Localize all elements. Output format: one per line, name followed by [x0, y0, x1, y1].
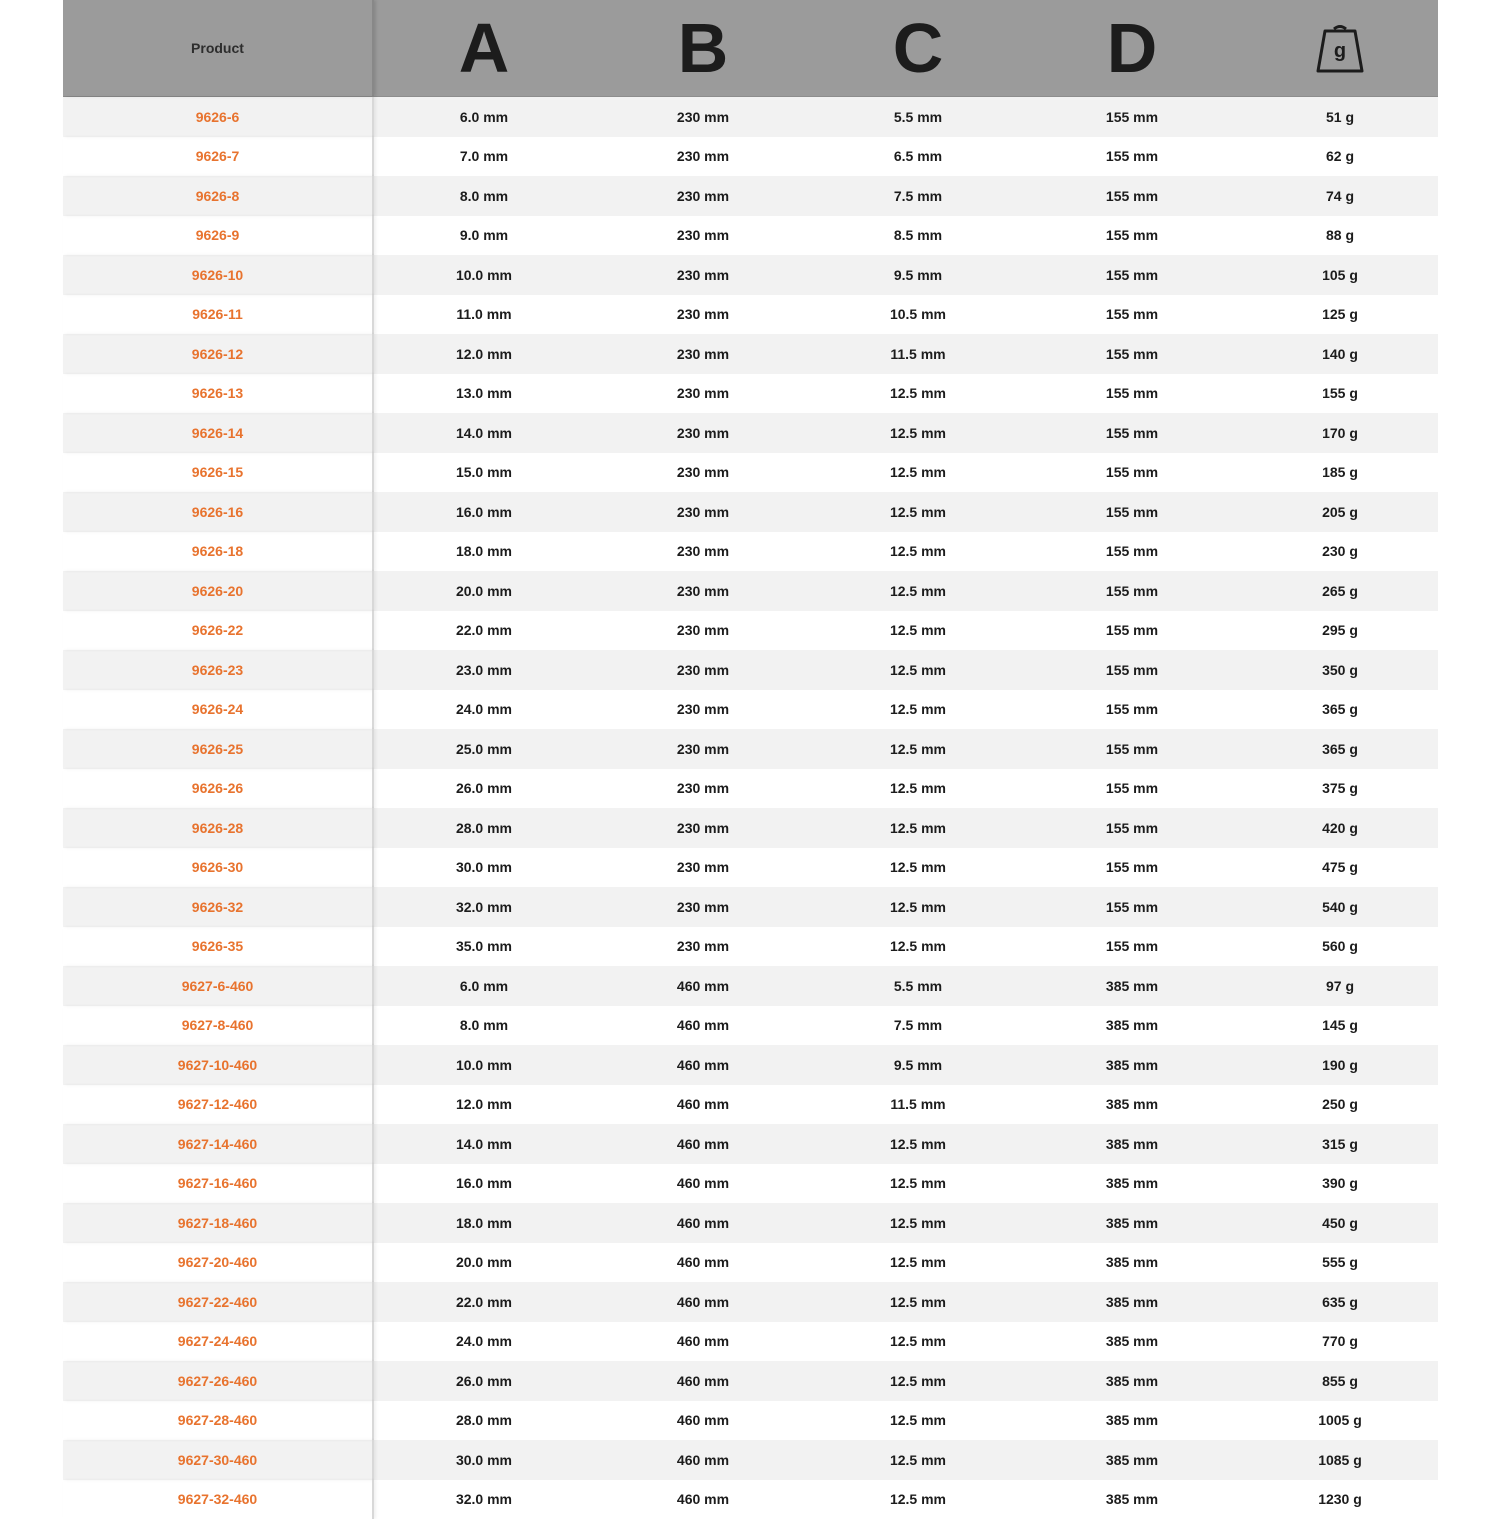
weight-cell: 770 g — [1240, 1322, 1440, 1362]
dimension-d-cell: 155 mm — [1024, 413, 1240, 453]
table-row — [63, 1401, 1438, 1441]
product-link[interactable]: 9627-28-460 — [63, 1401, 374, 1441]
dimension-a-cell: 22.0 mm — [374, 1282, 594, 1322]
dimension-a-cell: 6.0 mm — [374, 966, 594, 1006]
dimension-b-cell: 230 mm — [594, 413, 812, 453]
dimension-c-cell: 9.5 mm — [812, 1045, 1024, 1085]
weight-cell: 450 g — [1240, 1203, 1440, 1243]
product-link[interactable]: 9627-14-460 — [63, 1124, 374, 1164]
table-row — [63, 216, 1438, 256]
dimension-d-cell: 155 mm — [1024, 611, 1240, 651]
dimension-a-cell: 16.0 mm — [374, 1164, 594, 1204]
dimension-b-cell: 230 mm — [594, 571, 812, 611]
header-dimension-b: B — [594, 0, 812, 96]
dimension-b-cell: 230 mm — [594, 97, 812, 137]
product-link[interactable]: 9627-20-460 — [63, 1243, 374, 1283]
dimension-b-cell: 230 mm — [594, 690, 812, 730]
product-link[interactable]: 9626-8 — [63, 176, 374, 216]
product-link[interactable]: 9626-22 — [63, 611, 374, 651]
dimension-d-cell: 155 mm — [1024, 255, 1240, 295]
dimension-d-cell: 155 mm — [1024, 374, 1240, 414]
dimension-c-cell: 5.5 mm — [812, 97, 1024, 137]
dimension-c-cell: 12.5 mm — [812, 1440, 1024, 1480]
product-link[interactable]: 9627-12-460 — [63, 1085, 374, 1125]
dimension-c-cell: 7.5 mm — [812, 1006, 1024, 1046]
product-link[interactable]: 9626-24 — [63, 690, 374, 730]
table-row — [63, 413, 1438, 453]
weight-cell: 390 g — [1240, 1164, 1440, 1204]
dimension-b-cell: 230 mm — [594, 808, 812, 848]
dimension-a-cell: 14.0 mm — [374, 1124, 594, 1164]
product-link[interactable]: 9626-11 — [63, 295, 374, 335]
dimension-a-cell: 25.0 mm — [374, 729, 594, 769]
table-row — [63, 1124, 1438, 1164]
weight-cell: 350 g — [1240, 650, 1440, 690]
header-product: Product — [63, 0, 374, 96]
table-row — [63, 374, 1438, 414]
dimension-d-cell: 385 mm — [1024, 1361, 1240, 1401]
table-row — [63, 1164, 1438, 1204]
dimension-b-cell: 460 mm — [594, 966, 812, 1006]
dimension-b-cell: 460 mm — [594, 1085, 812, 1125]
table-row — [63, 808, 1438, 848]
dimension-d-cell: 155 mm — [1024, 453, 1240, 493]
dimension-a-cell: 26.0 mm — [374, 1361, 594, 1401]
dimension-a-cell: 18.0 mm — [374, 1203, 594, 1243]
weight-cell: 315 g — [1240, 1124, 1440, 1164]
product-link[interactable]: 9627-30-460 — [63, 1440, 374, 1480]
table-header — [63, 0, 1438, 97]
dimension-a-cell: 13.0 mm — [374, 374, 594, 414]
table-row — [63, 492, 1438, 532]
dimension-c-cell: 12.5 mm — [812, 532, 1024, 572]
weight-cell: 88 g — [1240, 216, 1440, 256]
table-row — [63, 532, 1438, 572]
dimension-b-cell: 230 mm — [594, 650, 812, 690]
dimension-c-cell: 12.5 mm — [812, 927, 1024, 967]
table-row — [63, 453, 1438, 493]
dimension-b-cell: 230 mm — [594, 137, 812, 177]
dimension-c-cell: 12.5 mm — [812, 848, 1024, 888]
weight-cell: 560 g — [1240, 927, 1440, 967]
product-link[interactable]: 9627-6-460 — [63, 966, 374, 1006]
dimension-c-cell: 11.5 mm — [812, 1085, 1024, 1125]
dimension-b-cell: 230 mm — [594, 611, 812, 651]
table-row — [63, 97, 1438, 137]
table-row — [63, 1085, 1438, 1125]
table-row — [63, 887, 1438, 927]
product-link[interactable]: 9626-20 — [63, 571, 374, 611]
product-link[interactable]: 9626-25 — [63, 729, 374, 769]
dimension-d-cell: 385 mm — [1024, 1006, 1240, 1046]
product-link[interactable]: 9626-14 — [63, 413, 374, 453]
product-link[interactable]: 9627-18-460 — [63, 1203, 374, 1243]
weight-cell: 140 g — [1240, 334, 1440, 374]
dimension-d-cell: 385 mm — [1024, 1440, 1240, 1480]
weight-cell: 1230 g — [1240, 1480, 1440, 1519]
table-row — [63, 1243, 1438, 1283]
dimension-a-cell: 30.0 mm — [374, 1440, 594, 1480]
dimension-d-cell: 385 mm — [1024, 1243, 1240, 1283]
dimension-a-cell: 22.0 mm — [374, 611, 594, 651]
dimension-a-cell: 30.0 mm — [374, 848, 594, 888]
weight-cell: 420 g — [1240, 808, 1440, 848]
weight-cell: 190 g — [1240, 1045, 1440, 1085]
dimension-a-cell: 26.0 mm — [374, 769, 594, 809]
product-link[interactable]: 9626-9 — [63, 216, 374, 256]
table-row — [63, 650, 1438, 690]
table-row — [63, 334, 1438, 374]
dimension-c-cell: 12.5 mm — [812, 769, 1024, 809]
dimension-d-cell: 385 mm — [1024, 1480, 1240, 1519]
dimension-d-cell: 155 mm — [1024, 690, 1240, 730]
table-row — [63, 295, 1438, 335]
weight-cell: 555 g — [1240, 1243, 1440, 1283]
dimension-d-cell: 155 mm — [1024, 650, 1240, 690]
dimension-c-cell: 7.5 mm — [812, 176, 1024, 216]
dimension-b-cell: 460 mm — [594, 1243, 812, 1283]
table-row — [63, 255, 1438, 295]
dimension-d-cell: 385 mm — [1024, 1085, 1240, 1125]
dimension-a-cell: 28.0 mm — [374, 808, 594, 848]
dimension-a-cell: 23.0 mm — [374, 650, 594, 690]
dimension-d-cell: 155 mm — [1024, 887, 1240, 927]
dimension-a-cell: 14.0 mm — [374, 413, 594, 453]
table-row — [63, 611, 1438, 651]
product-link[interactable]: 9627-16-460 — [63, 1164, 374, 1204]
dimension-d-cell: 155 mm — [1024, 927, 1240, 967]
dimension-c-cell: 12.5 mm — [812, 1203, 1024, 1243]
dimension-c-cell: 8.5 mm — [812, 216, 1024, 256]
dimension-b-cell: 460 mm — [594, 1164, 812, 1204]
product-link[interactable]: 9627-8-460 — [63, 1006, 374, 1046]
dimension-d-cell: 385 mm — [1024, 1322, 1240, 1362]
dimension-a-cell: 12.0 mm — [374, 334, 594, 374]
dimension-c-cell: 12.5 mm — [812, 1361, 1024, 1401]
dimension-c-cell: 12.5 mm — [812, 1322, 1024, 1362]
table-row — [63, 1440, 1438, 1480]
dimension-c-cell: 10.5 mm — [812, 295, 1024, 335]
product-link[interactable]: 9626-35 — [63, 927, 374, 967]
dimension-a-cell: 9.0 mm — [374, 216, 594, 256]
weight-cell: 205 g — [1240, 492, 1440, 532]
dimension-c-cell: 12.5 mm — [812, 453, 1024, 493]
dimension-c-cell: 12.5 mm — [812, 729, 1024, 769]
dimension-d-cell: 385 mm — [1024, 1401, 1240, 1441]
dimension-c-cell: 12.5 mm — [812, 887, 1024, 927]
table-row — [63, 1006, 1438, 1046]
table-body — [63, 97, 1438, 1519]
weight-glyph: g — [1334, 40, 1346, 62]
product-link[interactable]: 9627-26-460 — [63, 1361, 374, 1401]
weight-cell: 265 g — [1240, 571, 1440, 611]
dimension-b-cell: 230 mm — [594, 453, 812, 493]
table-row — [63, 1282, 1438, 1322]
dimension-a-cell: 20.0 mm — [374, 571, 594, 611]
dimension-b-cell: 460 mm — [594, 1006, 812, 1046]
dimension-d-cell: 155 mm — [1024, 769, 1240, 809]
dimension-a-cell: 20.0 mm — [374, 1243, 594, 1283]
dimension-a-cell: 32.0 mm — [374, 887, 594, 927]
table-row — [63, 1361, 1438, 1401]
weight-cell: 365 g — [1240, 729, 1440, 769]
table-row — [63, 571, 1438, 611]
weight-cell: 185 g — [1240, 453, 1440, 493]
product-link[interactable]: 9626-30 — [63, 848, 374, 888]
weight-cell: 74 g — [1240, 176, 1440, 216]
dimension-b-cell: 460 mm — [594, 1361, 812, 1401]
dimension-a-cell: 24.0 mm — [374, 1322, 594, 1362]
product-link[interactable]: 9626-26 — [63, 769, 374, 809]
dimension-d-cell: 155 mm — [1024, 729, 1240, 769]
dimension-b-cell: 460 mm — [594, 1203, 812, 1243]
dimension-b-cell: 460 mm — [594, 1124, 812, 1164]
dimension-c-cell: 12.5 mm — [812, 374, 1024, 414]
weight-cell: 145 g — [1240, 1006, 1440, 1046]
weight-cell: 97 g — [1240, 966, 1440, 1006]
dimension-b-cell: 460 mm — [594, 1440, 812, 1480]
table-row — [63, 137, 1438, 177]
dimension-a-cell: 24.0 mm — [374, 690, 594, 730]
product-link[interactable]: 9626-10 — [63, 255, 374, 295]
dimension-b-cell: 460 mm — [594, 1322, 812, 1362]
dimension-a-cell: 8.0 mm — [374, 1006, 594, 1046]
dimension-c-cell: 12.5 mm — [812, 413, 1024, 453]
dimension-d-cell: 155 mm — [1024, 848, 1240, 888]
dimension-b-cell: 230 mm — [594, 729, 812, 769]
dimension-a-cell: 11.0 mm — [374, 295, 594, 335]
dimension-c-cell: 12.5 mm — [812, 571, 1024, 611]
table-row — [63, 1203, 1438, 1243]
product-link[interactable]: 9626-6 — [63, 97, 374, 137]
weight-cell: 855 g — [1240, 1361, 1440, 1401]
dimension-b-cell: 460 mm — [594, 1282, 812, 1322]
header-dimension-c: C — [812, 0, 1024, 96]
dimension-b-cell: 460 mm — [594, 1480, 812, 1519]
dimension-c-cell: 12.5 mm — [812, 611, 1024, 651]
dimension-c-cell: 11.5 mm — [812, 334, 1024, 374]
dimension-c-cell: 12.5 mm — [812, 1243, 1024, 1283]
dimension-b-cell: 230 mm — [594, 927, 812, 967]
product-link[interactable]: 9626-23 — [63, 650, 374, 690]
weight-cell: 170 g — [1240, 413, 1440, 453]
product-link[interactable]: 9627-10-460 — [63, 1045, 374, 1085]
dimension-c-cell: 5.5 mm — [812, 966, 1024, 1006]
dimension-a-cell: 28.0 mm — [374, 1401, 594, 1441]
dimension-c-cell: 12.5 mm — [812, 1164, 1024, 1204]
weight-cell: 62 g — [1240, 137, 1440, 177]
dimension-c-cell: 12.5 mm — [812, 1124, 1024, 1164]
product-link[interactable]: 9626-13 — [63, 374, 374, 414]
product-link[interactable]: 9626-18 — [63, 532, 374, 572]
dimension-d-cell: 155 mm — [1024, 808, 1240, 848]
dimension-a-cell: 16.0 mm — [374, 492, 594, 532]
product-link[interactable]: 9626-16 — [63, 492, 374, 532]
weight-cell: 635 g — [1240, 1282, 1440, 1322]
dimension-d-cell: 385 mm — [1024, 1203, 1240, 1243]
weight-cell: 375 g — [1240, 769, 1440, 809]
dimension-d-cell: 155 mm — [1024, 571, 1240, 611]
weight-cell: 365 g — [1240, 690, 1440, 730]
dimension-b-cell: 460 mm — [594, 1045, 812, 1085]
dimension-d-cell: 385 mm — [1024, 1045, 1240, 1085]
dimension-c-cell: 6.5 mm — [812, 137, 1024, 177]
dimension-a-cell: 15.0 mm — [374, 453, 594, 493]
product-link[interactable]: 9626-15 — [63, 453, 374, 493]
dimension-c-cell: 12.5 mm — [812, 1401, 1024, 1441]
dimension-a-cell: 8.0 mm — [374, 176, 594, 216]
weight-cell: 1085 g — [1240, 1440, 1440, 1480]
dimension-d-cell: 155 mm — [1024, 532, 1240, 572]
weight-cell: 125 g — [1240, 295, 1440, 335]
dimension-d-cell: 155 mm — [1024, 137, 1240, 177]
table-row — [63, 769, 1438, 809]
product-link[interactable]: 9627-24-460 — [63, 1322, 374, 1362]
weight-cell: 295 g — [1240, 611, 1440, 651]
dimension-c-cell: 12.5 mm — [812, 1480, 1024, 1519]
product-link[interactable]: 9626-28 — [63, 808, 374, 848]
dimension-b-cell: 230 mm — [594, 255, 812, 295]
dimension-c-cell: 12.5 mm — [812, 1282, 1024, 1322]
dimension-a-cell: 6.0 mm — [374, 97, 594, 137]
dimension-d-cell: 385 mm — [1024, 1164, 1240, 1204]
dimension-d-cell: 155 mm — [1024, 97, 1240, 137]
header-dimension-d: D — [1024, 0, 1240, 96]
table-row — [63, 927, 1438, 967]
dimension-b-cell: 460 mm — [594, 1401, 812, 1441]
dimension-a-cell: 7.0 mm — [374, 137, 594, 177]
table-row — [63, 966, 1438, 1006]
weight-cell: 475 g — [1240, 848, 1440, 888]
product-link[interactable]: 9626-32 — [63, 887, 374, 927]
dimension-b-cell: 230 mm — [594, 492, 812, 532]
weight-cell: 105 g — [1240, 255, 1440, 295]
table-row — [63, 1480, 1438, 1519]
table-row — [63, 1322, 1438, 1362]
dimension-c-cell: 12.5 mm — [812, 492, 1024, 532]
dimension-d-cell: 385 mm — [1024, 1282, 1240, 1322]
dimension-b-cell: 230 mm — [594, 532, 812, 572]
dimension-a-cell: 35.0 mm — [374, 927, 594, 967]
dimension-b-cell: 230 mm — [594, 176, 812, 216]
product-link[interactable]: 9627-32-460 — [63, 1480, 374, 1519]
dimension-d-cell: 155 mm — [1024, 492, 1240, 532]
table-row — [63, 848, 1438, 888]
dimension-a-cell: 10.0 mm — [374, 255, 594, 295]
spec-table — [63, 0, 1438, 1519]
header-dimension-a: A — [374, 0, 594, 96]
dimension-b-cell: 230 mm — [594, 769, 812, 809]
weight-cell: 155 g — [1240, 374, 1440, 414]
dimension-b-cell: 230 mm — [594, 374, 812, 414]
dimension-b-cell: 230 mm — [594, 848, 812, 888]
weight-cell: 540 g — [1240, 887, 1440, 927]
dimension-d-cell: 155 mm — [1024, 334, 1240, 374]
weight-cell: 250 g — [1240, 1085, 1440, 1125]
dimension-b-cell: 230 mm — [594, 334, 812, 374]
weight-cell: 230 g — [1240, 532, 1440, 572]
dimension-c-cell: 12.5 mm — [812, 808, 1024, 848]
weight-icon — [1240, 0, 1440, 96]
table-row — [63, 176, 1438, 216]
dimension-a-cell: 10.0 mm — [374, 1045, 594, 1085]
dimension-a-cell: 18.0 mm — [374, 532, 594, 572]
weight-cell: 51 g — [1240, 97, 1440, 137]
dimension-c-cell: 9.5 mm — [812, 255, 1024, 295]
product-link[interactable]: 9626-12 — [63, 334, 374, 374]
product-link[interactable]: 9627-22-460 — [63, 1282, 374, 1322]
dimension-b-cell: 230 mm — [594, 295, 812, 335]
weight-cell: 1005 g — [1240, 1401, 1440, 1441]
table-row — [63, 1045, 1438, 1085]
dimension-d-cell: 155 mm — [1024, 295, 1240, 335]
table-row — [63, 690, 1438, 730]
dimension-d-cell: 385 mm — [1024, 1124, 1240, 1164]
table-row — [63, 729, 1438, 769]
dimension-b-cell: 230 mm — [594, 887, 812, 927]
dimension-d-cell: 155 mm — [1024, 216, 1240, 256]
dimension-a-cell: 12.0 mm — [374, 1085, 594, 1125]
dimension-d-cell: 385 mm — [1024, 966, 1240, 1006]
dimension-a-cell: 32.0 mm — [374, 1480, 594, 1519]
dimension-c-cell: 12.5 mm — [812, 690, 1024, 730]
product-link[interactable]: 9626-7 — [63, 137, 374, 177]
dimension-d-cell: 155 mm — [1024, 176, 1240, 216]
dimension-c-cell: 12.5 mm — [812, 650, 1024, 690]
dimension-b-cell: 230 mm — [594, 216, 812, 256]
